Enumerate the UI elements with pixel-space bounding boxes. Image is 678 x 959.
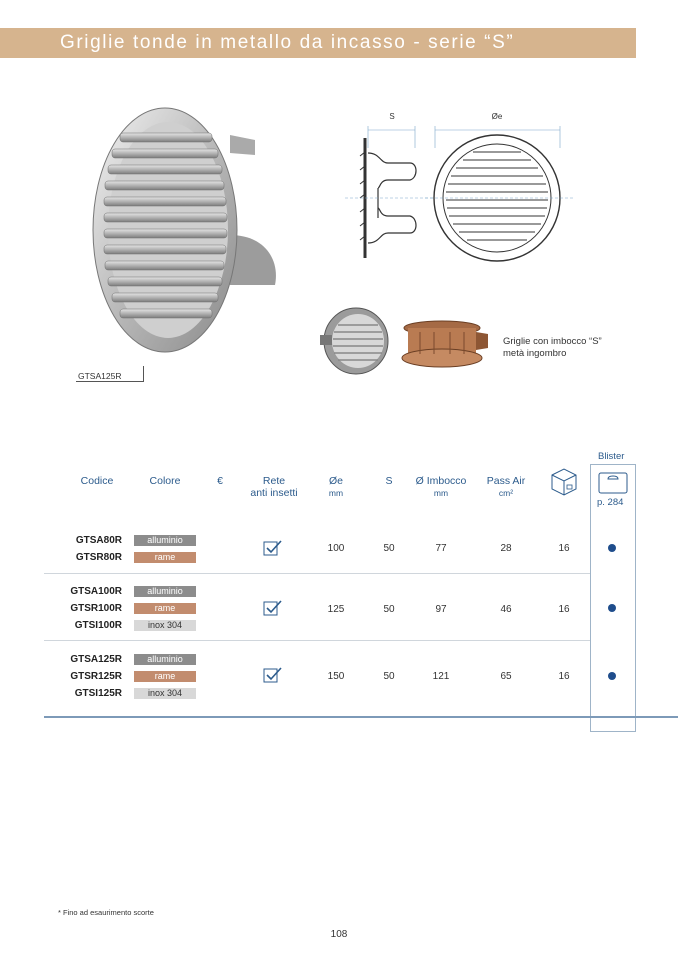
- value-pass-air: 46: [500, 604, 512, 615]
- product-code: GTSI125R: [74, 688, 122, 699]
- spigot-note: [503, 336, 602, 360]
- product-code: GTSR80R: [75, 552, 122, 563]
- value-imbocco: 121: [432, 671, 450, 682]
- color-badge-alluminio: alluminio: [134, 535, 196, 546]
- copper-grille-photo: [400, 318, 490, 370]
- color-badge-rame: rame: [134, 603, 196, 614]
- header-imbocco: [408, 475, 474, 499]
- header-euro: €: [217, 475, 223, 487]
- blister-dot: [608, 604, 616, 612]
- value-oe: 100: [327, 543, 345, 554]
- header-rete: [243, 475, 305, 499]
- spigot-note-line2: metà ingombro: [503, 348, 567, 359]
- header-pass-air: [480, 475, 532, 499]
- header-rete-line1: Rete: [262, 475, 286, 487]
- header-pass-air-unit: cm²: [498, 488, 514, 498]
- product-code: GTSA80R: [75, 535, 122, 546]
- checkbox-checked-icon: [263, 667, 283, 683]
- color-badge-alluminio: alluminio: [134, 654, 196, 665]
- header-s: S: [385, 475, 393, 487]
- title-banner: [0, 28, 636, 58]
- package-box-icon: [549, 466, 579, 496]
- color-badge-inox: inox 304: [134, 620, 196, 631]
- product-photo: [80, 95, 285, 365]
- header-oe-unit: mm: [328, 488, 344, 498]
- dimension-s-label: S: [389, 112, 395, 121]
- footnote: * Fino ad esaurimento scorte: [58, 908, 154, 917]
- checkbox-checked-icon: [263, 540, 283, 556]
- front-view-drawing: [425, 108, 580, 268]
- color-badge-alluminio: alluminio: [134, 586, 196, 597]
- header-imbocco-unit: mm: [433, 488, 449, 498]
- product-code: GTSI100R: [74, 620, 122, 631]
- value-qty: 16: [558, 543, 570, 554]
- page-title: Griglie tonde in metallo da incasso - serie “S”: [60, 32, 515, 53]
- table-bottom-rule: [44, 716, 678, 718]
- header-codice: Codice: [80, 475, 114, 487]
- product-code: GTSR125R: [70, 671, 122, 682]
- value-s: 50: [383, 604, 395, 615]
- value-s: 50: [383, 543, 395, 554]
- page-number: 108: [330, 929, 348, 940]
- header-rete-line2: anti insetti: [250, 487, 298, 499]
- blister-hang-icon: [598, 472, 628, 494]
- caption-tick: [143, 366, 144, 381]
- blister-label: Blister: [598, 451, 625, 462]
- blister-page-ref: p. 284: [597, 497, 624, 508]
- color-badge-rame: rame: [134, 552, 196, 563]
- row-divider: [44, 573, 590, 574]
- color-badge-inox: inox 304: [134, 688, 196, 699]
- dimension-oe-label: Øe: [491, 112, 503, 121]
- row-divider: [44, 640, 590, 641]
- product-code: GTSA125R: [70, 654, 122, 665]
- checkbox-checked-icon: [263, 600, 283, 616]
- header-imbocco-label: Ø Imbocco: [415, 475, 467, 487]
- product-code: GTSA100R: [70, 586, 122, 597]
- photo-caption: GTSA125R: [78, 371, 122, 381]
- blister-dot: [608, 672, 616, 680]
- value-qty: 16: [558, 604, 570, 615]
- value-s: 50: [383, 671, 395, 682]
- value-imbocco: 97: [435, 604, 447, 615]
- value-qty: 16: [558, 671, 570, 682]
- color-badge-rame: rame: [134, 671, 196, 682]
- value-imbocco: 77: [435, 543, 447, 554]
- grille-side-photo: [316, 305, 394, 377]
- header-colore: Colore: [149, 475, 181, 487]
- value-pass-air: 28: [500, 543, 512, 554]
- value-pass-air: 65: [500, 671, 512, 682]
- product-code: GTSR100R: [70, 603, 122, 614]
- header-pass-air-label: Pass Air: [486, 475, 526, 487]
- value-oe: 150: [327, 671, 345, 682]
- value-oe: 125: [327, 604, 345, 615]
- blister-dot: [608, 544, 616, 552]
- spigot-note-line1: Griglie con imbocco “S”: [503, 336, 602, 347]
- header-oe: [316, 475, 356, 499]
- caption-underline: [76, 381, 144, 382]
- header-oe-label: Øe: [328, 475, 343, 487]
